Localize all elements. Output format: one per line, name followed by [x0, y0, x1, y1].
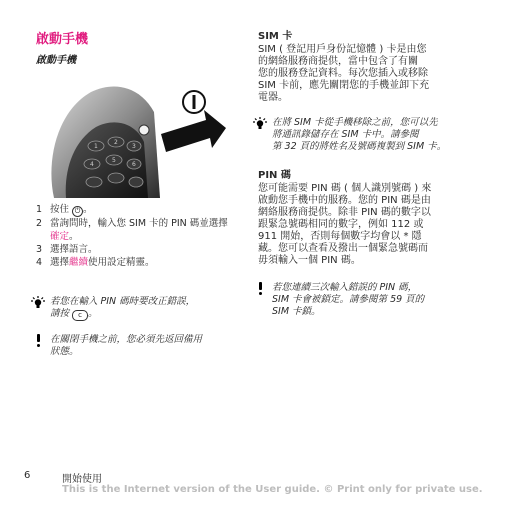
footer-section: 開始使用	[62, 474, 102, 485]
phone-illustration	[36, 72, 236, 198]
step-1: 1 按住 ⏻ 。	[36, 204, 93, 215]
sim-card-section	[258, 27, 478, 104]
phone-power-key-illustration	[36, 72, 236, 198]
pin-heading: PIN 碼	[258, 170, 291, 181]
footer-disclaimer: This is the Internet version of the User guide. © Print only for private use.	[62, 484, 483, 495]
power-key-icon: ⏻	[72, 206, 83, 217]
svg-text:2: 2	[114, 139, 118, 146]
svg-text:6: 6	[132, 161, 136, 168]
tip-note-pin-correction: 若您在輸入 PIN 碼時要改正錯誤， 請按 c 。	[30, 296, 230, 321]
pin-code-section	[258, 166, 478, 267]
sim-paragraph: SIM ( 登記用戶身份記憶體 ) 卡是由您 的網絡服務商提供，當中包含了有關 您的服務登記資料。每次您插入或移除 SIM 卡前，應先關閉您的手機並卸下充 電器。	[258, 44, 430, 103]
page-number: 6	[24, 470, 31, 481]
clear-key-icon: c	[72, 310, 88, 321]
step-2: 2 當詢問時，輸入您 SIM 卡的 PIN 碼並選擇確定。	[36, 218, 228, 242]
step-3: 3 選擇語言。	[36, 244, 98, 255]
exclamation-warning-icon	[258, 282, 262, 294]
svg-text:4: 4	[90, 161, 94, 168]
highlight-ok: 確定	[50, 231, 70, 242]
svg-text:5: 5	[112, 157, 116, 164]
tip-note-save-contacts: 在將 SIM 卡從手機移除之前，您可以先 將通訊錄儲存在 SIM 卡中。請參閱 第 32 頁的將姓名及號碼複製到 SIM 卡。	[252, 117, 480, 153]
pin-paragraph: 您可能需要 PIN 碼 ( 個人識別號碼 ) 來 啟動您手機中的服務。您的 PIN 碼是由 網絡服務商提供。除非 PIN 碼的數字以 跟緊急號碼相同的數字，例如 112 或 911 開始，否則每個數字均會以 * 隱 藏。您可以查看及撥出一個緊急號碼而 毋須輸入一個 PIN 碼。	[258, 183, 432, 266]
highlight-continue: 繼續	[69, 257, 89, 268]
warning-note-pin-lock: 若您連續三次輸入錯誤的 PIN 碼， SIM 卡會被鎖定。請參閱第 59 頁的 SIM 卡鎖。	[252, 282, 480, 318]
step-4: 4 選擇繼續使用設定精靈。	[36, 257, 155, 268]
sim-heading: SIM 卡	[258, 31, 293, 42]
warning-note-power-off: 在關閉手機之前，您必須先返回備用 狀態。	[30, 334, 230, 358]
lightbulb-tip-icon	[30, 296, 46, 310]
svg-text:3: 3	[132, 143, 136, 150]
steps-list	[36, 203, 236, 269]
section-subtitle: 啟動手機	[36, 55, 76, 66]
exclamation-warning-icon	[36, 334, 40, 346]
section-title: 啟動手機	[36, 32, 89, 47]
svg-text:1: 1	[94, 143, 98, 150]
lightbulb-tip-icon	[252, 117, 268, 131]
